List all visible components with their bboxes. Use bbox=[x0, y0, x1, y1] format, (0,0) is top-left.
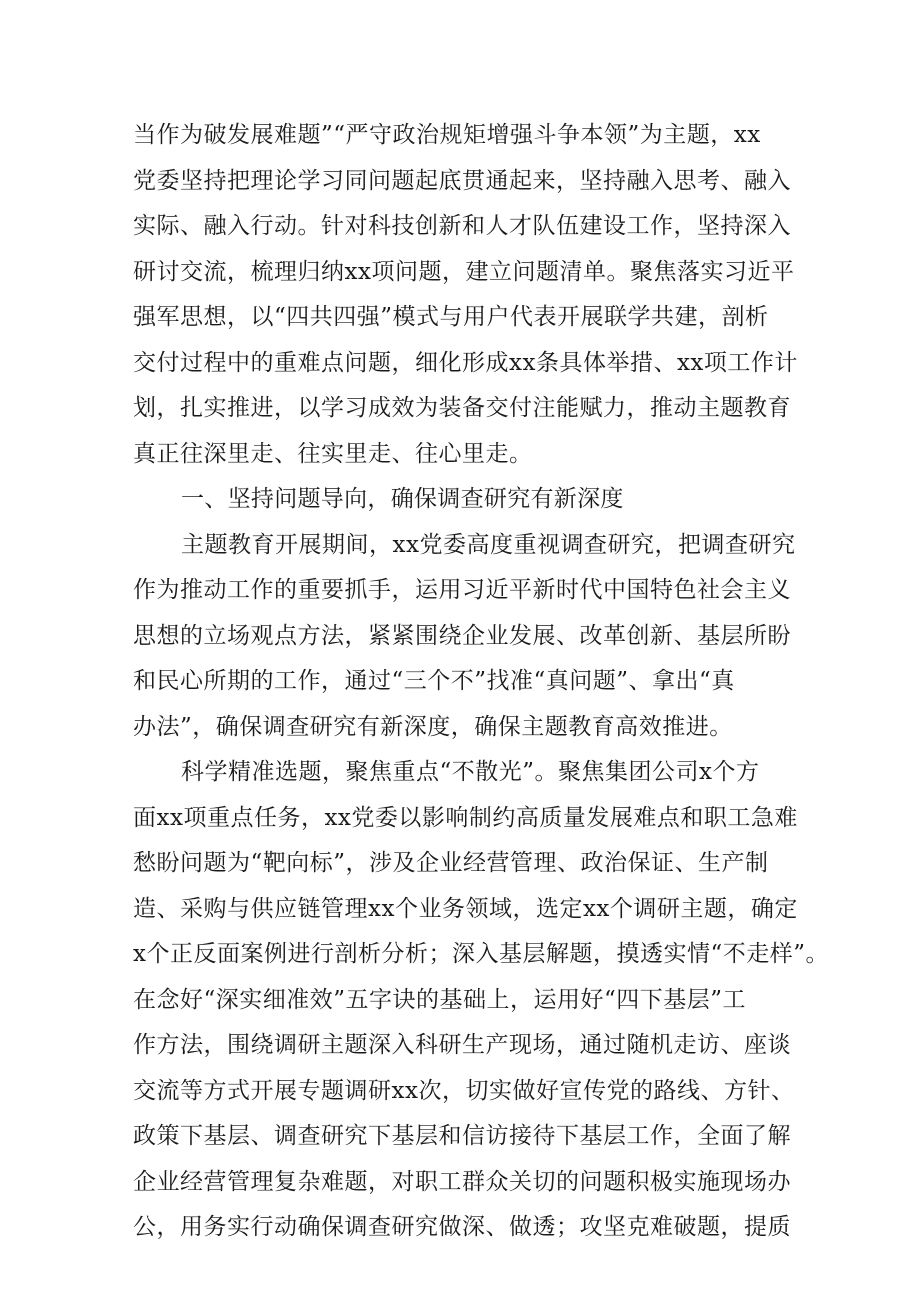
text-line: 作方法，围绕调研主题深入科研生产现场，通过随机走访、座谈 bbox=[133, 1032, 791, 1058]
text-line: 愁盼问题为“靶向标”，涉及企业经营管理、政治保证、生产制 bbox=[133, 850, 769, 876]
text-line: 交付过程中的重难点问题，细化形成xx条具体举措、xx项工作计 bbox=[133, 349, 798, 376]
paragraph-topic-selection bbox=[133, 750, 829, 1251]
text-line: 造、采购与供应链管理xx个业务领域，选定xx个调研主题，确定 bbox=[133, 895, 798, 922]
paragraph-investigation-intro bbox=[133, 523, 796, 751]
text-line: 面xx项重点任务，xx党委以影响制约高质量发展难点和职工急难 bbox=[133, 804, 798, 831]
text-line: x个正反面案例进行剖析分析；深入基层解题，摸透实情“不走样”。 bbox=[133, 941, 829, 967]
text-line: 强军思想，以“四共四强”模式与用户代表开展联学共建，剖析 bbox=[133, 304, 769, 330]
text-line: 公，用务实行动确保调查研究做深、做透；攻坚克难破题，提质 bbox=[133, 1214, 791, 1240]
text-line: 实际、融入行动。针对科技创新和人才队伍建设工作，坚持深入 bbox=[133, 213, 791, 239]
text-line: 企业经营管理复杂难题，对职工群众关切的问题积极实施现场办 bbox=[133, 1168, 791, 1195]
text-line: 划，扎实推进，以学习成效为装备交付注能赋力，推动主题教育 bbox=[133, 395, 791, 421]
text-line: 当作为破发展难题”“严守政治规矩增强斗争本领”为主题，xx bbox=[133, 122, 761, 148]
text-line: 党委坚持把理论学习同问题起底贯通起来，坚持融入思考、融入 bbox=[133, 167, 791, 194]
text-line: 研讨交流，梳理归纳xx项问题，建立问题清单。聚焦落实习近平 bbox=[133, 258, 795, 285]
text-line: 办法”，确保调查研究有新深度，确保主题教育高效推进。 bbox=[133, 713, 733, 740]
text-line: 政策下基层、调查研究下基层和信访接待下基层工作，全面了解 bbox=[133, 1123, 791, 1149]
text-line: 主题教育开展期间，xx党委高度重视调查研究，把调查研究 bbox=[181, 531, 796, 558]
text-line: 真正往深里走、往实里走、往心里走。 bbox=[133, 440, 533, 467]
text-line: 作为推动工作的重要抓手，运用习近平新时代中国特色社会主义 bbox=[133, 577, 791, 603]
document-body bbox=[133, 113, 829, 1251]
text-line: 交流等方式开展专题调研xx次，切实做好宣传党的路线、方针、 bbox=[133, 1077, 795, 1104]
text-line: 在念好“深实细准效”五字诀的基础上，运用好“四下基层”工 bbox=[133, 986, 747, 1013]
text-line: 和民心所期的工作，通过“三个不”找准“真问题”、拿出“真 bbox=[133, 668, 735, 694]
text-line: 思想的立场观点方法，紧紧围绕企业发展、改革创新、基层所盼 bbox=[133, 622, 791, 649]
text-line: 科学精准选题，聚焦重点“不散光”。聚焦集团公司x个方 bbox=[181, 759, 760, 785]
section-heading: 一、坚持问题导向，确保调查研究有新深度 bbox=[181, 486, 624, 512]
paragraph-continued bbox=[133, 113, 798, 477]
